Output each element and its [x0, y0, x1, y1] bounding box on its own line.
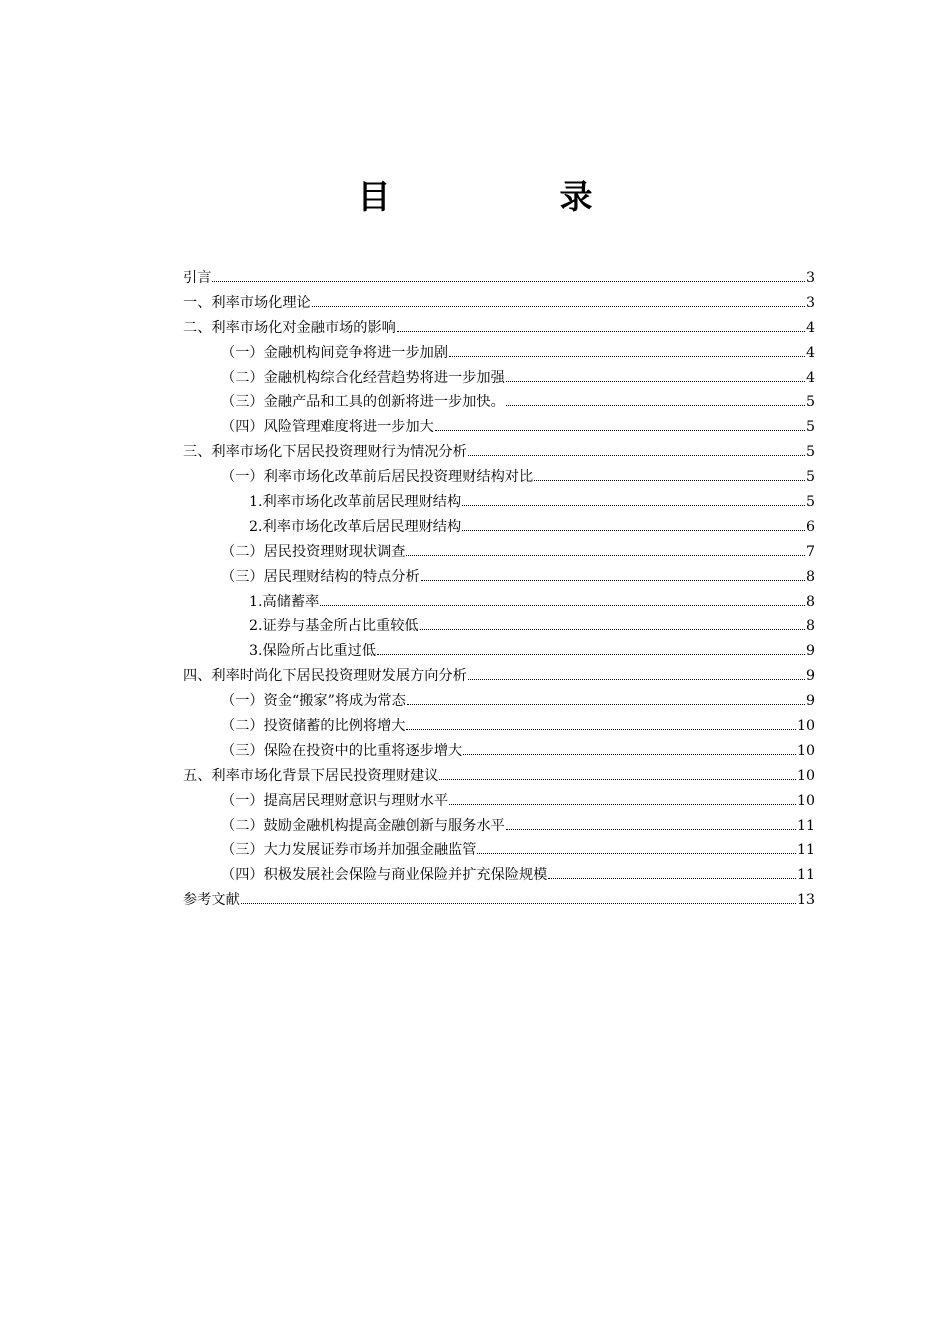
toc-dot-leader — [397, 331, 805, 332]
toc-entry-page-number: 8 — [805, 593, 815, 610]
toc-entry-label: （一）金融机构间竞争将进一步加剧 — [221, 344, 449, 361]
toc-dot-leader — [468, 679, 805, 680]
toc-entry-page-number: 4 — [805, 369, 815, 386]
toc-dot-leader — [506, 381, 805, 382]
toc-dot-leader — [462, 505, 805, 506]
toc-entry-label: 五、利率市场化背景下居民投资理财建议 — [183, 767, 439, 784]
toc-entry-page-number: 5 — [805, 494, 815, 511]
toc-entry-label: 2.证券与基金所占比重较低 — [249, 618, 419, 635]
toc-dot-leader — [462, 530, 805, 531]
toc-entry-page-number: 10 — [796, 767, 815, 784]
page-title: 目 录 — [357, 177, 661, 216]
toc-entry[interactable] — [183, 764, 815, 789]
toc-entry[interactable] — [183, 415, 815, 440]
toc-entry-page-number: 5 — [805, 394, 815, 411]
toc-entry-page-number: 8 — [805, 618, 815, 635]
toc-entry-label: （一）资金“搬家”将成为常态 — [221, 693, 406, 710]
toc-entry-label: 四、利率时尚化下居民投资理财发展方向分析 — [183, 668, 467, 685]
toc-entry-page-number: 7 — [805, 543, 815, 560]
toc-entry-label: （三）金融产品和工具的创新将进一步加快。 — [221, 394, 505, 411]
toc-entry-page-number: 3 — [805, 294, 815, 311]
toc-entry[interactable] — [183, 440, 815, 465]
toc-entry-label: 2.利率市场化改革后居民理财结构 — [249, 518, 462, 535]
toc-entry-label: 三、利率市场化下居民投资理财行为情况分析 — [183, 444, 467, 461]
toc-entry-label: （一）提高居民理财意识与理财水平 — [221, 792, 449, 809]
toc-entry[interactable] — [183, 366, 815, 391]
toc-entry-page-number: 9 — [805, 668, 815, 685]
toc-entry[interactable] — [183, 316, 815, 341]
toc-dot-leader — [435, 430, 805, 431]
toc-dot-leader — [377, 654, 805, 655]
toc-entry[interactable] — [183, 614, 815, 639]
toc-entry[interactable] — [183, 714, 815, 739]
toc-entry-label: （二）金融机构综合化经营趋势将进一步加强 — [221, 369, 505, 386]
toc-entry-label: （二）投资储蓄的比例将增大 — [221, 718, 406, 735]
toc-entry[interactable] — [183, 863, 815, 888]
toc-entry[interactable] — [183, 266, 815, 291]
table-of-contents — [183, 266, 815, 913]
toc-dot-leader — [421, 580, 805, 581]
toc-entry-page-number: 10 — [796, 742, 815, 759]
toc-entry-label: 1.利率市场化改革前居民理财结构 — [249, 494, 462, 511]
toc-entry-page-number: 11 — [796, 842, 815, 859]
toc-entry[interactable] — [183, 814, 815, 839]
toc-entry-page-number: 11 — [796, 867, 815, 884]
toc-entry-page-number: 3 — [805, 270, 815, 286]
toc-dot-leader — [406, 729, 795, 730]
toc-entry[interactable] — [183, 341, 815, 366]
toc-entry-label: （一）利率市场化改革前后居民投资理财结构对比 — [221, 469, 534, 486]
toc-entry[interactable] — [183, 390, 815, 415]
toc-entry-label: （三）居民理财结构的特点分析 — [221, 568, 420, 585]
toc-entry-page-number: 5 — [805, 419, 815, 436]
toc-dot-leader — [320, 605, 805, 606]
toc-entry[interactable] — [183, 838, 815, 863]
toc-entry-page-number: 4 — [805, 319, 815, 336]
toc-entry-page-number: 6 — [805, 518, 815, 535]
toc-entry[interactable] — [183, 291, 815, 316]
toc-entry-label: 一、利率市场化理论 — [183, 294, 311, 311]
toc-entry[interactable] — [183, 888, 815, 913]
toc-entry-label: （三）保险在投资中的比重将逐步增大 — [221, 742, 463, 759]
toc-dot-leader — [406, 555, 805, 556]
toc-entry-page-number: 5 — [805, 469, 815, 486]
toc-entry[interactable] — [183, 664, 815, 689]
toc-entry-label: 参考文献 — [183, 892, 240, 909]
toc-dot-leader — [420, 629, 805, 630]
toc-entry-page-number: 11 — [796, 817, 815, 834]
toc-entry-page-number: 8 — [805, 568, 815, 585]
toc-dot-leader — [463, 754, 796, 755]
toc-entry-label: （四）积极发展社会保险与商业保险并扩充保险规模 — [221, 867, 548, 884]
toc-entry[interactable] — [183, 515, 815, 540]
toc-dot-leader — [477, 853, 796, 854]
toc-entry-page-number: 13 — [796, 892, 815, 909]
toc-entry-label: （二）居民投资理财现状调查 — [221, 543, 406, 560]
toc-dot-leader — [241, 903, 796, 904]
toc-dot-leader — [506, 829, 796, 830]
toc-entry[interactable] — [183, 490, 815, 515]
toc-entry[interactable] — [183, 540, 815, 565]
toc-entry-page-number: 9 — [805, 643, 815, 660]
toc-entry-label: 二、利率市场化对金融市场的影响 — [183, 319, 396, 336]
toc-entry[interactable] — [183, 789, 815, 814]
toc-entry-label: 1.高储蓄率 — [249, 593, 320, 610]
toc-dot-leader — [439, 779, 796, 780]
toc-entry-page-number: 4 — [805, 344, 815, 361]
toc-entry-label: （二）鼓励金融机构提高金融创新与服务水平 — [221, 817, 505, 834]
toc-entry-page-number: 10 — [796, 718, 815, 735]
toc-entry[interactable] — [183, 689, 815, 714]
toc-entry-label: （三）大力发展证券市场并加强金融监管 — [221, 842, 477, 859]
toc-dot-leader — [548, 878, 796, 879]
toc-entry-page-number: 10 — [796, 792, 815, 809]
toc-entry-label: （四）风险管理难度将进一步加大 — [221, 419, 434, 436]
toc-dot-leader — [449, 804, 796, 805]
toc-entry-page-number: 5 — [805, 444, 815, 461]
toc-entry-page-number: 9 — [805, 693, 815, 710]
toc-dot-leader — [449, 356, 805, 357]
toc-dot-leader — [312, 306, 805, 307]
toc-entry[interactable] — [183, 639, 815, 664]
toc-dot-leader — [468, 455, 805, 456]
toc-entry[interactable] — [183, 465, 815, 490]
toc-dot-leader — [407, 704, 805, 705]
toc-entry[interactable] — [183, 590, 815, 615]
toc-entry[interactable] — [183, 565, 815, 590]
toc-entry-label: 3.保险所占比重过低 — [249, 643, 377, 660]
toc-entry[interactable] — [183, 739, 815, 764]
toc-dot-leader — [534, 480, 805, 481]
toc-dot-leader — [506, 405, 805, 406]
toc-dot-leader — [212, 281, 805, 282]
toc-entry-label: 引言 — [183, 270, 212, 286]
